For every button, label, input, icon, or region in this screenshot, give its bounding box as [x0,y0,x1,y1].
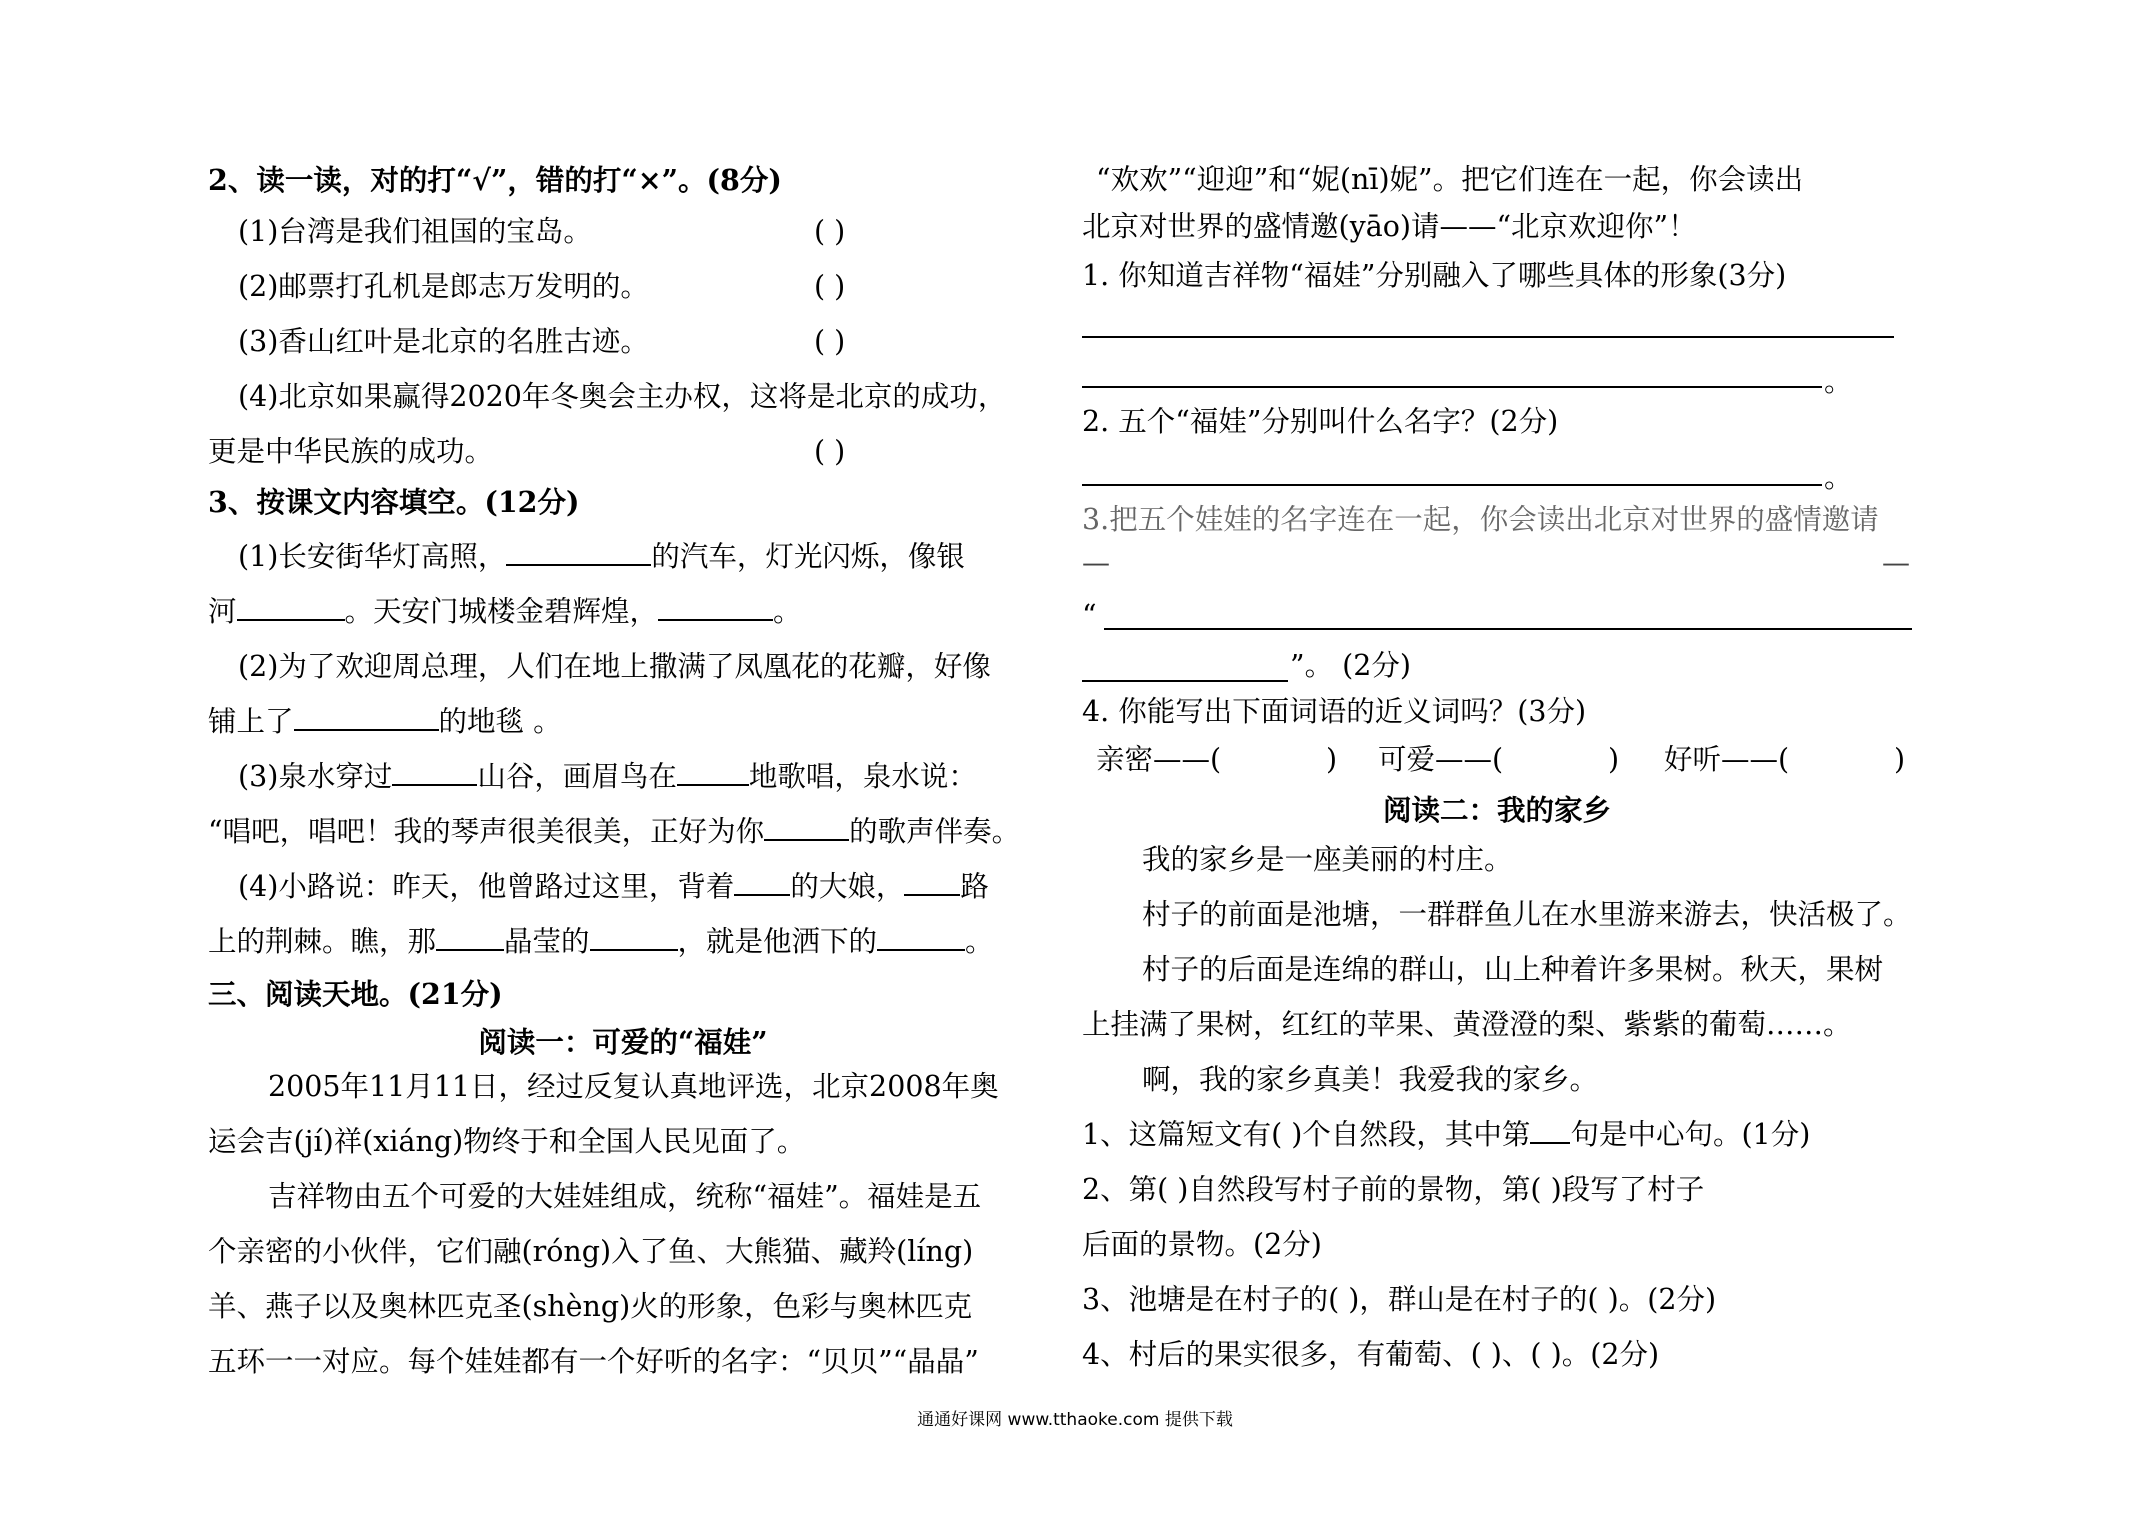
reading-2-p2: 村子的前面是池塘，一群群鱼儿在水里游来游去，快活极了。 [1142,898,1912,931]
text: 句是中心句。(1分) [1570,1118,1811,1151]
footer-source: 通通好课网 www.tthaoke.com 提供下载 [917,1410,1233,1430]
text: 。 [773,595,802,628]
text: (3)泉水穿过 [238,760,393,793]
reading-1-p1-line2: 运会吉(jí)祥(xiáng)物终于和全国人民见面了。 [208,1125,806,1158]
reading-2-p3-line2: 上挂满了果树，红红的苹果、黄澄澄的梨、紫紫的葡萄……。 [1082,1008,1852,1041]
r1-question-1: 1. 你知道吉祥物“福娃”分别融入了哪些具体的形象(3分) [1082,259,1787,292]
r2-question-4: 4、村后的果实很多，有葡萄、( )、( )。(2分) [1082,1338,1660,1371]
synonym-1-close: ) [1326,743,1338,776]
reading-1-cont-line1: “欢欢”“迎迎”和“妮(nī)妮”。把它们连在一起，你会读出 [1096,163,1804,196]
q3-4-line1 [238,867,989,907]
text: 的歌声伴奏。 [849,815,1021,848]
r2-question-2-line2: 后面的景物。(2分) [1082,1228,1322,1261]
synonym-1: 亲密——( [1096,743,1222,776]
r1-question-3: 3.把五个娃娃的名字连在一起，你会读出北京对世界的盛情邀请 [1082,503,1879,536]
fill-blank[interactable] [677,758,749,786]
reading-2-title: 阅读二：我的家乡 [1382,793,1611,827]
reading-1-p2-line3: 羊、燕子以及奥林匹克圣(shèng)火的形象，色彩与奥林匹克 [208,1290,973,1323]
answer-line[interactable] [1082,336,1894,338]
question-3-title: 3、按课文内容填空。(12分) [208,485,580,519]
fill-blank[interactable] [392,758,477,786]
text: 。 [965,925,994,958]
r2-question-1 [1082,1115,1810,1155]
section-3-title: 三、阅读天地。(21分) [208,977,503,1011]
reading-1-p2-line2: 个亲密的小伙伴，它们融(róng)入了鱼、大熊猫、藏羚(líng) [208,1235,974,1268]
dash-mark: — [1082,546,1110,579]
fill-blank[interactable] [658,593,773,621]
reading-1-p1-line1: 2005年11月11日，经过反复认真地评选，北京2008年奥 [268,1070,999,1103]
text: 地歌唱，泉水说： [748,760,977,793]
dash-mark: — [1882,546,1910,579]
synonym-2-close: ) [1608,743,1620,776]
q2-item-2-paren: ( ) [814,270,846,303]
text: 的汽车，灯光闪烁，像银 [651,540,965,573]
q3-3-line2 [208,812,1020,852]
r1-question-2: 2. 五个“福娃”分别叫什么名字？(2分) [1082,405,1559,438]
fill-blank[interactable] [237,593,345,621]
fill-blank[interactable] [734,868,790,896]
q2-item-3-paren: ( ) [814,325,846,358]
reading-2-p1: 我的家乡是一座美丽的村庄。 [1142,843,1513,876]
fill-blank[interactable] [506,538,651,566]
text: 1、这篇短文有( )个自然段，其中第 [1082,1118,1531,1151]
q2-item-3: (3)香山红叶是北京的名胜古迹。 [238,325,649,358]
fill-blank[interactable] [1530,1116,1570,1144]
q2-item-1: (1)台湾是我们祖国的宝岛。 [238,215,592,248]
q3-4-line2 [208,922,994,962]
text: 。天安门城楼金碧辉煌， [344,595,659,628]
text: 山谷，画眉鸟在 [477,760,677,793]
q2-item-2: (2)邮票打孔机是郎志万发明的。 [238,270,649,303]
reading-1-cont-line2: 北京对世界的盛情邀(yāo)请——“北京欢迎你”！ [1082,210,1697,243]
fill-blank[interactable] [764,813,849,841]
question-2-title: 2、读一读，对的打“√”，错的打“×”。(8分) [208,163,782,197]
text: 铺上了 [208,705,294,738]
open-quote: “ [1082,599,1097,632]
text: 河 [208,595,237,628]
fill-blank[interactable] [294,703,439,731]
q3-1-line1 [238,537,965,577]
r2-question-2-line1: 2、第( )自然段写村子前的景物，第( )段写了村子 [1082,1173,1705,1206]
answer-line[interactable] [1104,628,1912,630]
r2-question-3: 3、池塘是在村子的( )，群山是在村子的( )。(2分) [1082,1283,1717,1316]
r1-question-3-end: ”。 (2分) [1290,649,1411,682]
q3-2-line2 [208,702,562,742]
r1-question-4: 4. 你能写出下面词语的近义词吗？(3分) [1082,695,1587,728]
q3-3-line1 [238,757,977,797]
period: 。 [1824,461,1853,494]
fill-blank[interactable] [436,923,504,951]
q2-item-4-line1: (4)北京如果赢得2020年冬奥会主办权，这将是北京的成功， [238,380,1007,413]
text: 路 [960,870,989,903]
q3-1-line2 [208,592,802,632]
reading-1-p2-line4: 五环一一对应。每个娃娃都有一个好听的名字：“贝贝”“晶晶” [208,1345,979,1378]
reading-2-p3-line1: 村子的后面是连绵的群山，山上种着许多果树。秋天，果树 [1142,953,1884,986]
q2-item-4-paren: ( ) [814,435,846,468]
q2-item-4-line2: 更是中华民族的成功。 [208,435,494,468]
fill-blank[interactable] [590,923,678,951]
fill-blank[interactable] [877,923,965,951]
synonym-2: 可爱——( [1378,743,1504,776]
reading-1-p2-line1: 吉祥物由五个可爱的大娃娃组成，统称“福娃”。福娃是五 [268,1180,982,1213]
q3-2-line1: (2)为了欢迎周总理，人们在地上撒满了凤凰花的花瓣，好像 [238,650,991,683]
text: 上的荆棘。瞧，那 [208,925,437,958]
text: 的大娘， [790,870,905,903]
text: 晶莹的 [504,925,590,958]
synonym-3-close: ) [1894,743,1906,776]
text: (4)小路说：昨天，他曾路过这里，背着 [238,870,735,903]
fill-blank[interactable] [904,868,960,896]
q2-item-1-paren: ( ) [814,215,846,248]
reading-2-p4: 啊，我的家乡真美！我爱我的家乡。 [1142,1063,1599,1096]
answer-line[interactable] [1082,386,1822,388]
period: 。 [1824,365,1853,398]
synonym-3: 好听——( [1664,743,1790,776]
answer-line[interactable] [1082,484,1822,486]
reading-1-title: 阅读一：可爱的“福娃” [478,1025,768,1059]
text: 的地毯 。 [438,705,562,738]
answer-line[interactable] [1082,680,1288,682]
text: ，就是他洒下的 [677,925,878,958]
text: “唱吧，唱吧！我的琴声很美很美，正好为你 [208,815,765,848]
text: (1)长安街华灯高照， [238,540,507,573]
